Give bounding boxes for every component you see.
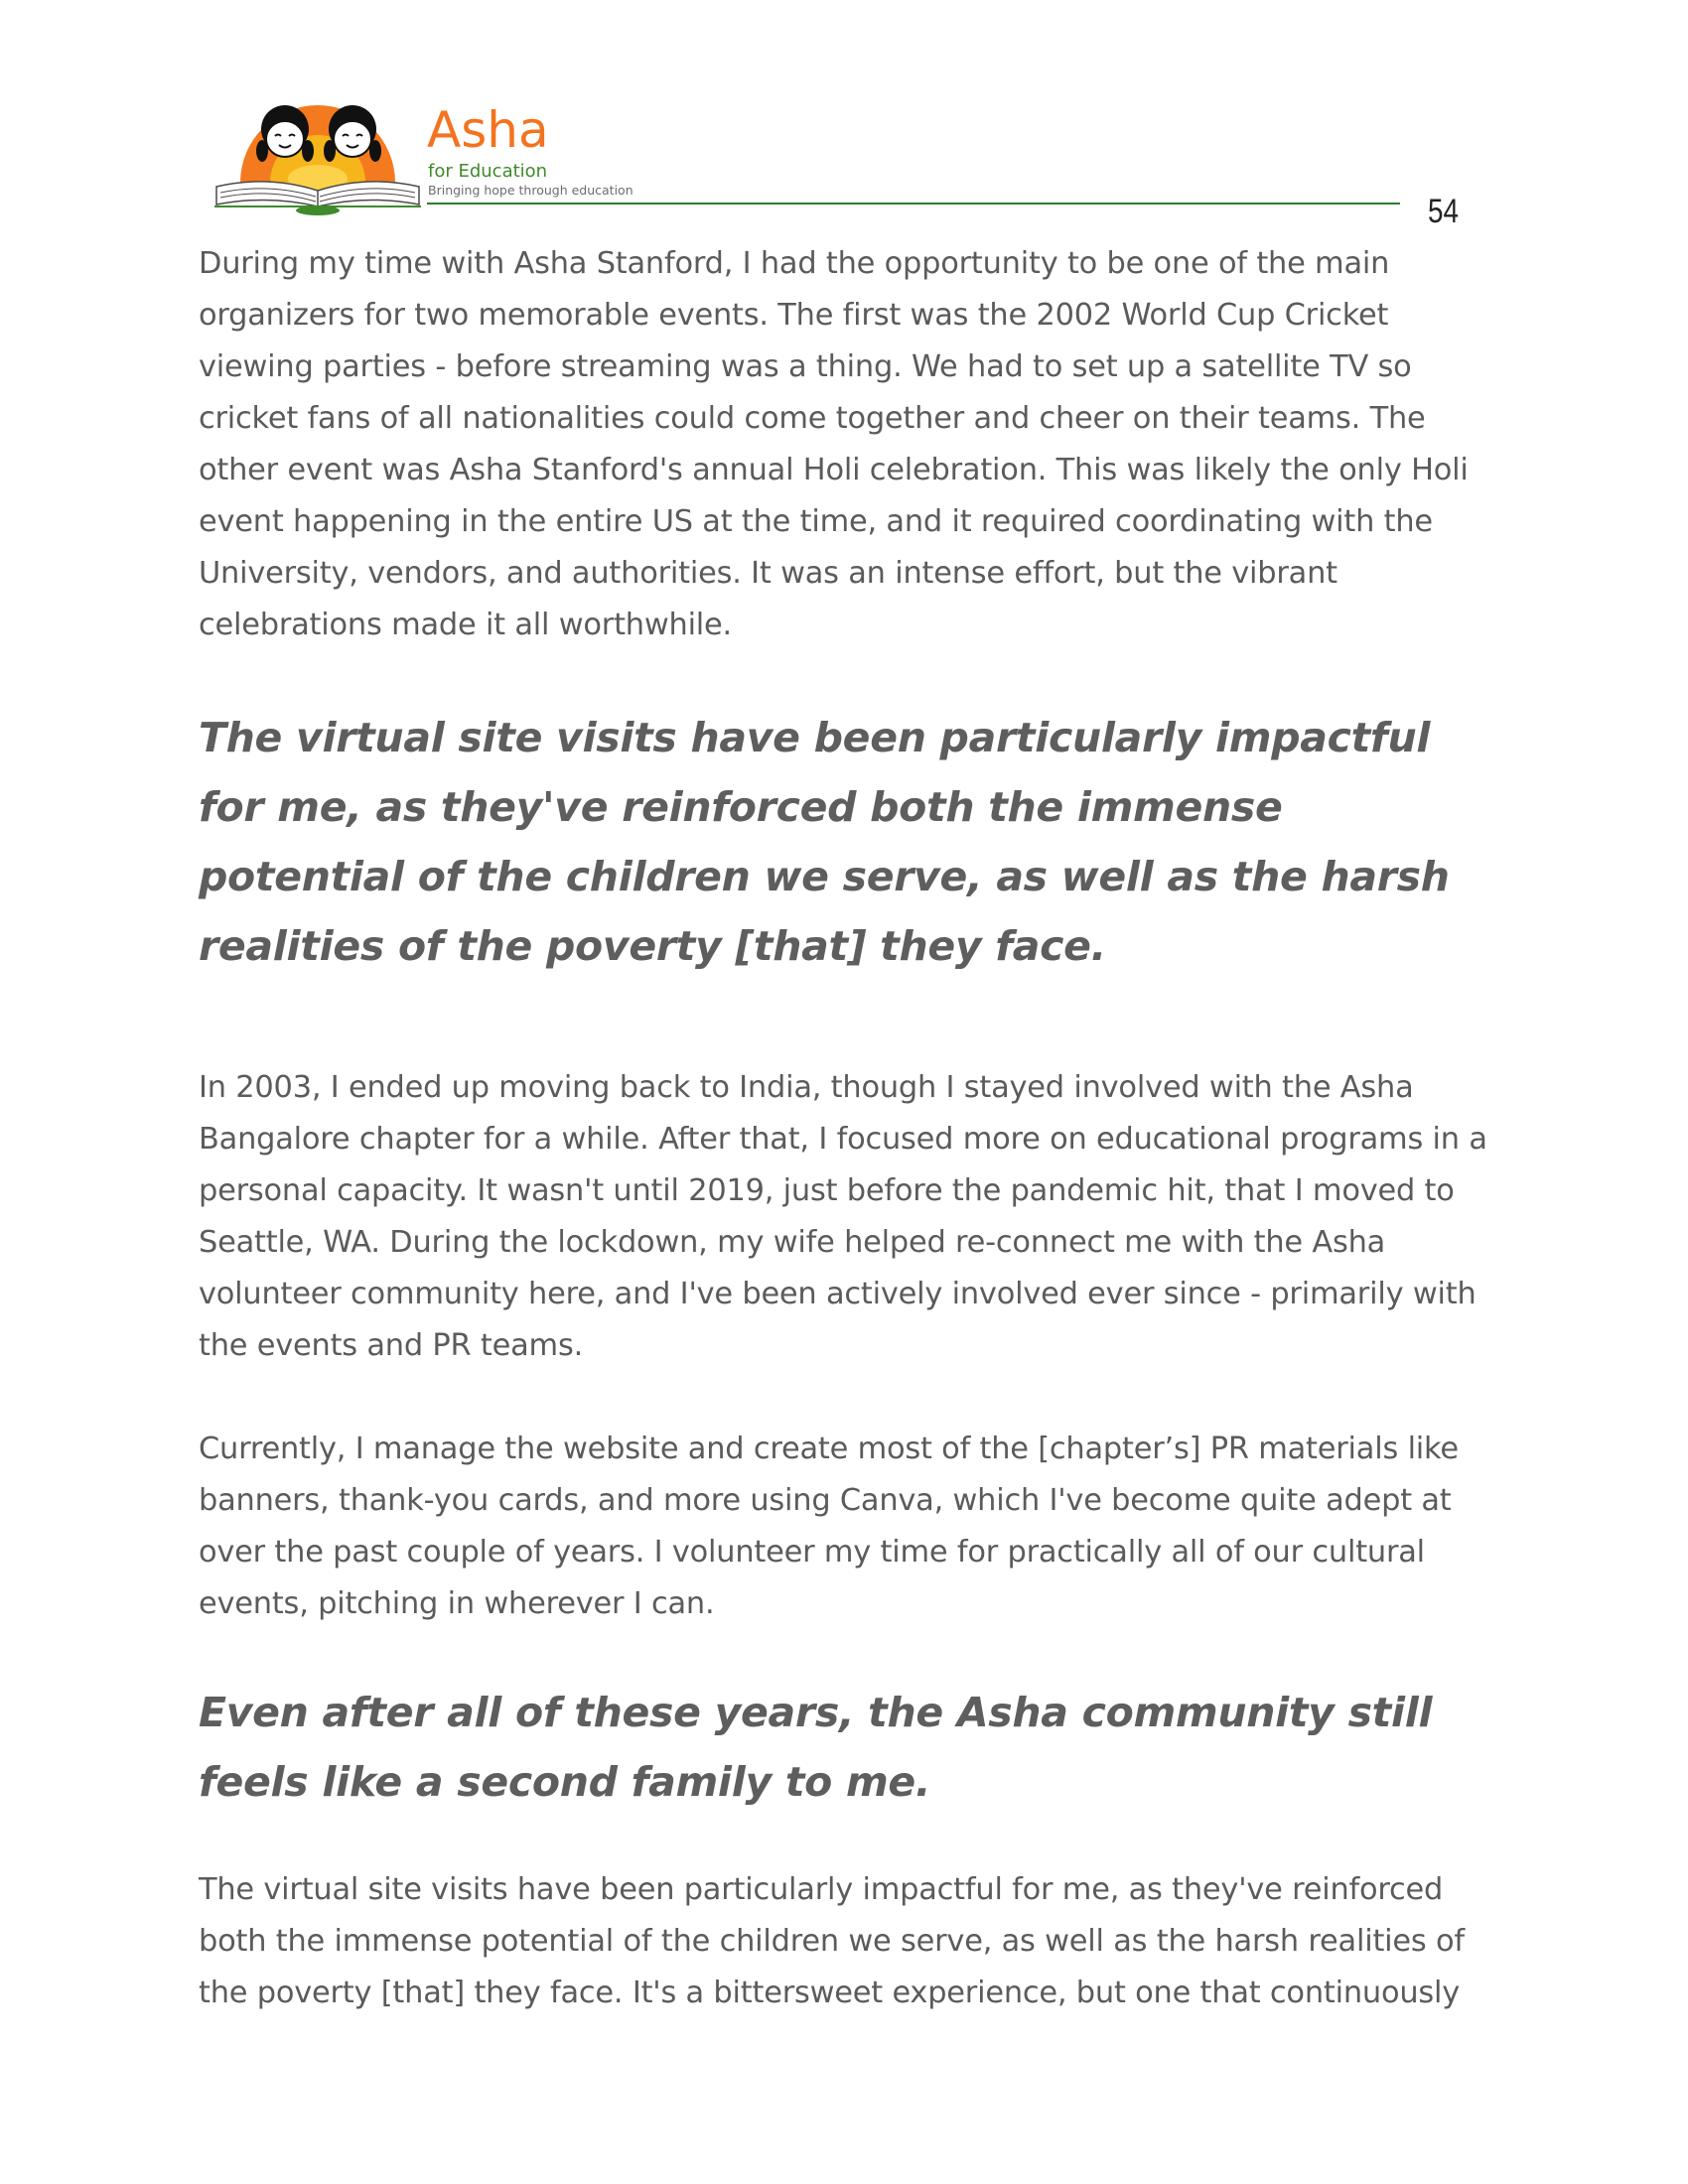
logo-wordmark: Asha [427,101,549,159]
asha-logo-icon [211,95,424,216]
body-paragraph: During my time with Asha Stanford, I had the opportunity to be one of the main organizers for two memorable events. The first was the 2002 World Cup Cricket viewing parties - before streaming was a thing. We had to set up a satellite TV so cricket fans of all nationalities could come together and cheer on their teams. The other event was Asha Stanford's annual Holi celebration. This was likely the only Holi event happening in the entire US at the time, and it required coordinating with the University, vendors, and authorities. It was an intense effort, but the vibrant celebrations made it all worthwhile. [199,246,1469,642]
header-divider [427,203,1400,205]
article-body [199,238,1499,2019]
logo-tagline: Bringing hope through education [428,183,633,198]
page-header [0,0,1688,238]
logo-subtitle: for Education [428,161,548,182]
pull-quote: The virtual site visits have been particularly impactful for me, as they've reinforced both the immense potential of the children we serve, as well as the harsh realities of the poverty [that] they face. [199,714,1450,970]
body-paragraph: In 2003, I ended up moving back to India, though I stayed involved with the Asha Bangalore chapter for a while. After that, I focused more on educational programs in a personal capacity. It wasn't until 2019, just before the pandemic hit, that I moved to Seattle, WA. During the lockdown, my wife helped re-connect me with the Asha volunteer community here, and I've been actively involved ever since - primarily with the events and PR teams. [199,1070,1487,1363]
body-paragraph: Currently, I manage the website and create most of the [chapter’s] PR materials like banners, thank-you cards, and more using Canva, which I've become quite adept at over the past couple of years. I volunteer my time for practically all of our cultural events, pitching in wherever I can. [199,1432,1459,1621]
body-paragraph: The virtual site visits have been particularly impactful for me, as they've reinforced both the immense potential of the children we serve, as well as the harsh realities of the poverty [that] they face. It's a bittersweet experience, but one that continuously [199,1872,1465,2010]
page-number: 54 [1428,193,1460,230]
pull-quote: Even after all of these years, the Asha community still feels like a second family to me. [199,1689,1433,1806]
